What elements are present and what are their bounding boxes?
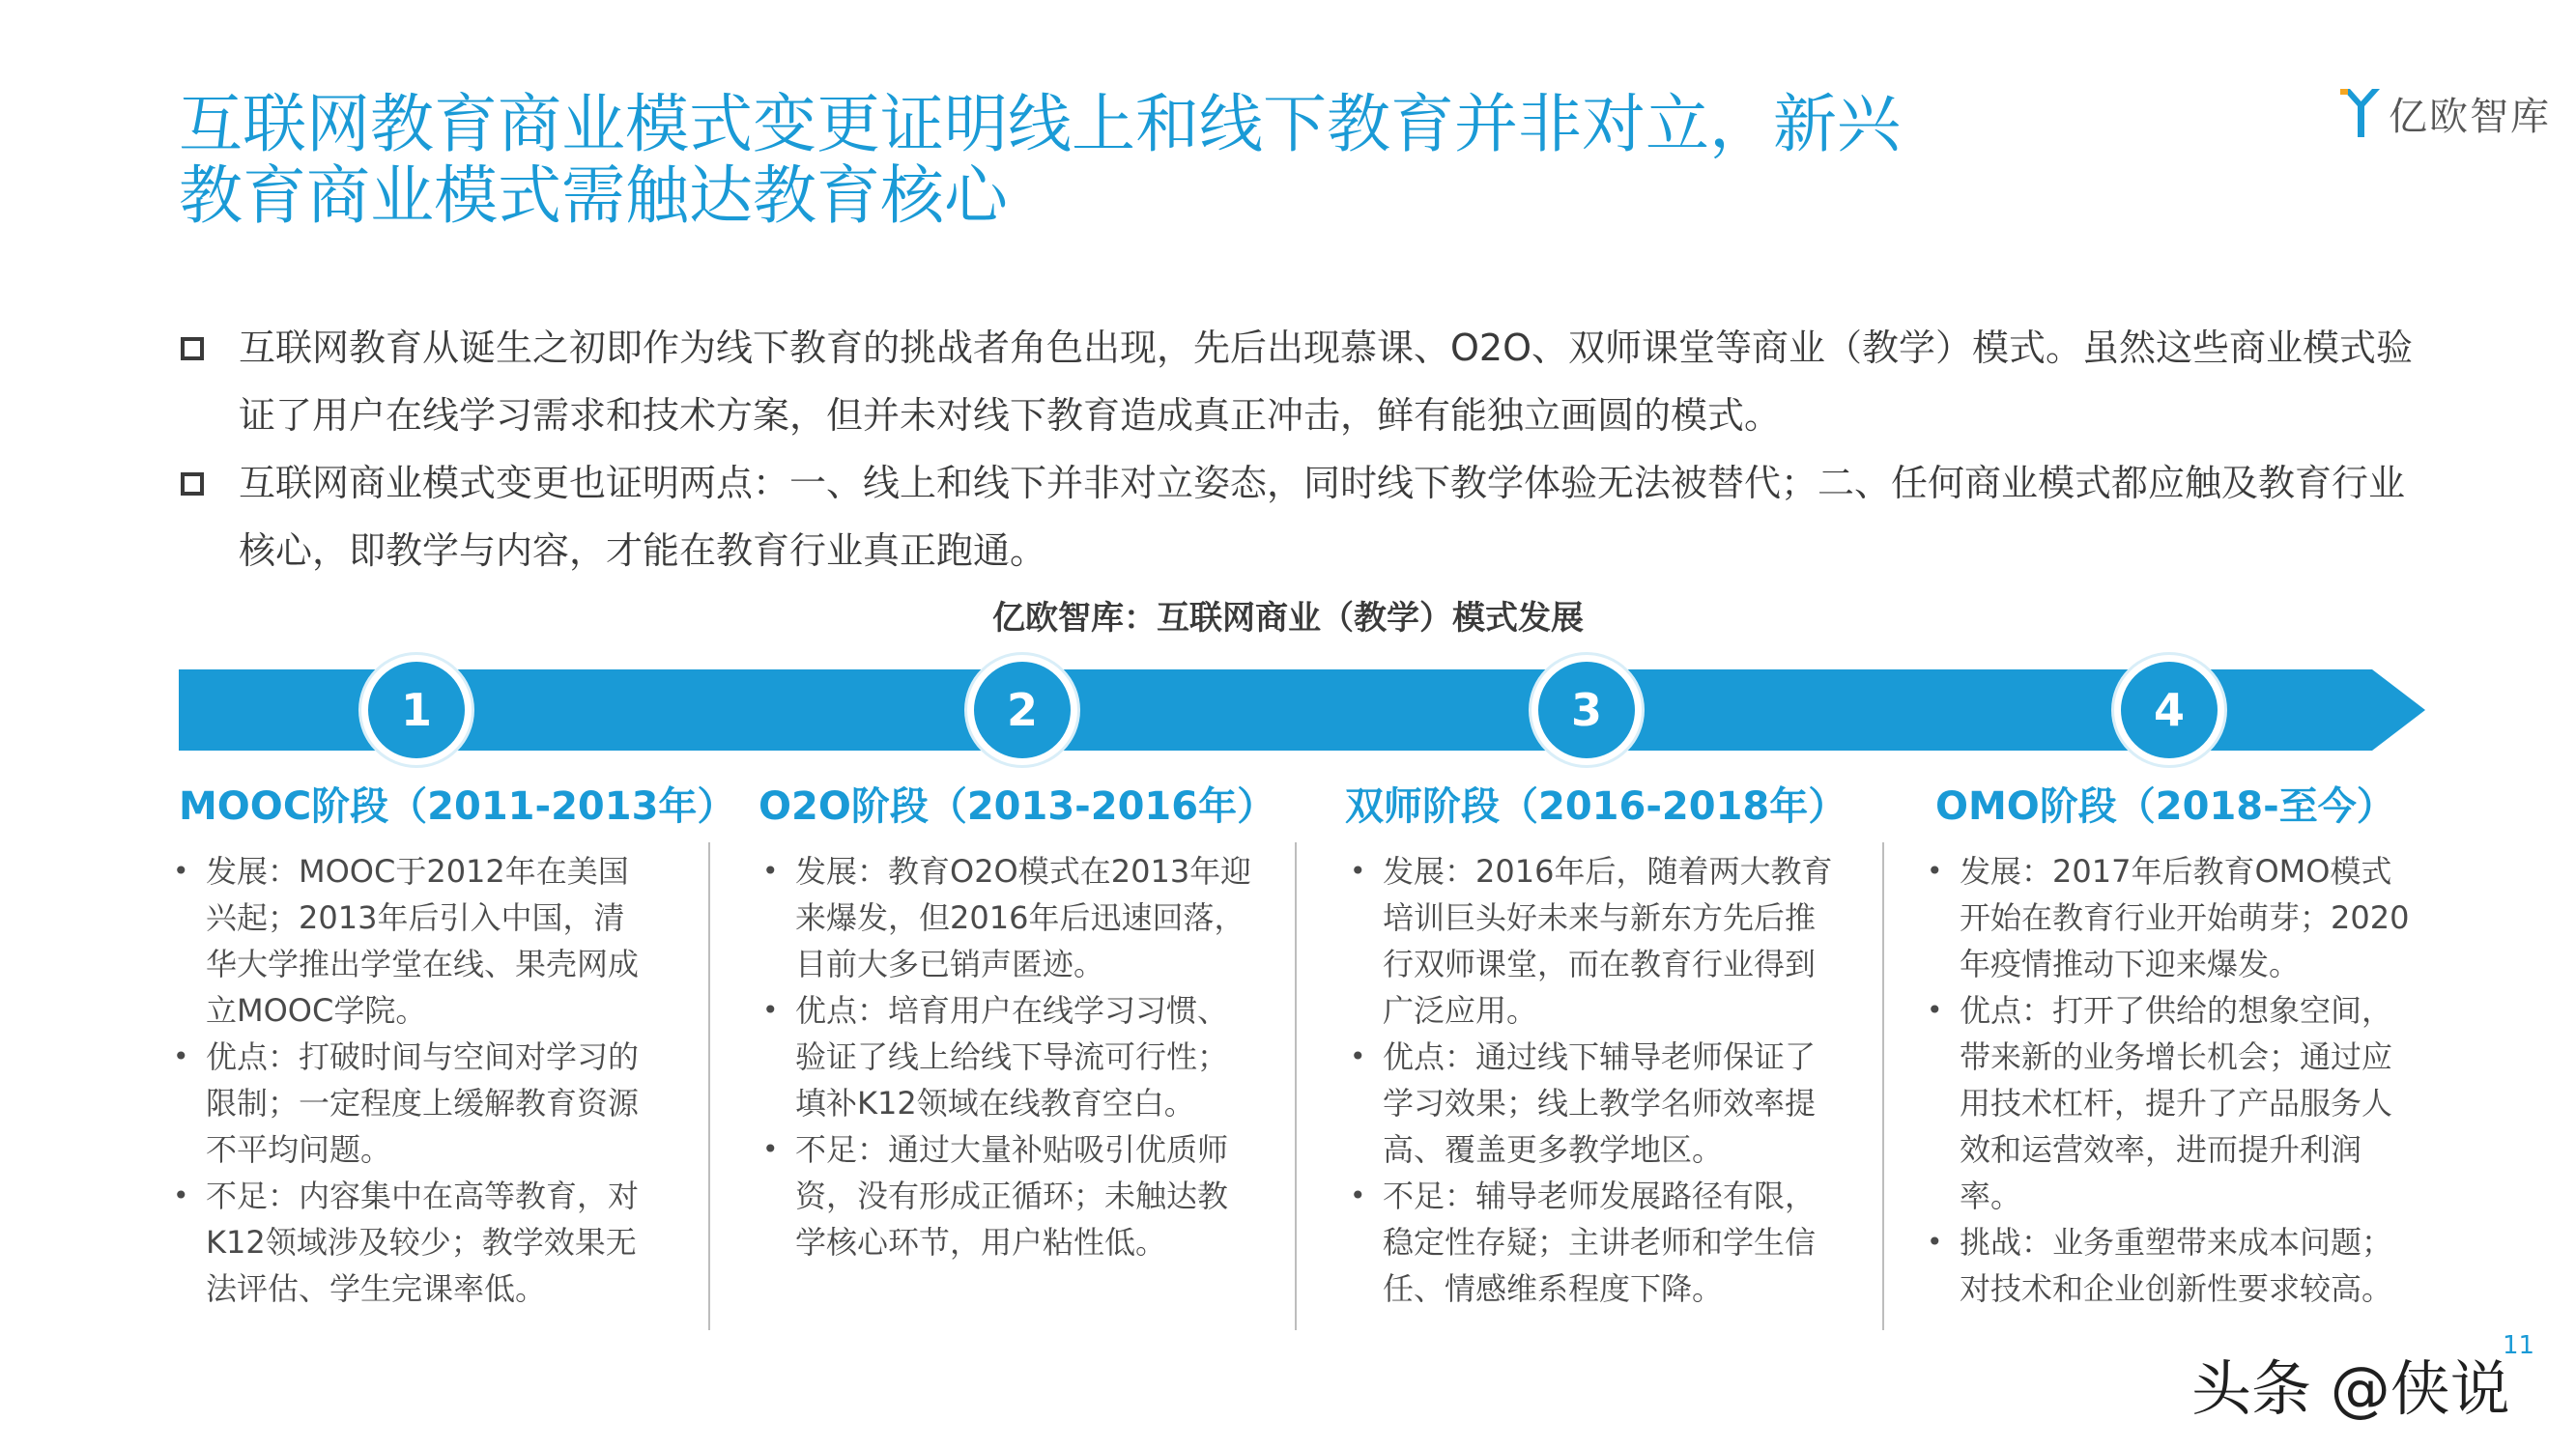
- stage-detail-item: • 发展：2017年后教育OMO模式开始在教育行业开始萌芽；2020年疫情推动下迎来爆发。: [1923, 848, 2420, 987]
- column-divider: [1295, 842, 1297, 1330]
- bullet-item: [179, 314, 2420, 449]
- column-divider: [1882, 842, 1884, 1330]
- page-title: [179, 89, 2015, 232]
- column-divider: [708, 842, 710, 1330]
- stage-3-number-circle: 3: [1531, 655, 1642, 765]
- page-title-line-1: 互联网教育商业模式变更证明线上和线下教育并非对立，新兴: [179, 87, 1901, 161]
- bullet-list: [179, 314, 2420, 584]
- logo-mark-icon: [2338, 85, 2383, 141]
- stage-detail-item: • 不足：内容集中在高等教育，对K12领域涉及较少；教学效果无法评估、学生完课率低。: [169, 1173, 652, 1312]
- square-bullet-icon: [181, 337, 204, 360]
- stage-3-title: 双师阶段（2016-2018年）: [1345, 784, 1847, 829]
- stage-4-title: OMO阶段（2018-至今）: [1935, 784, 2395, 829]
- stage-2-number-circle: 2: [967, 655, 1077, 765]
- watermark: 头条 @侠说: [2191, 1353, 2510, 1424]
- stage-detail-item: • 不足：通过大量补贴吸引优质师资，没有形成正循环；未触达教学核心环节，用户粘性低。: [758, 1126, 1256, 1265]
- stage-detail-item: • 挑战：业务重塑带来成本问题；对技术和企业创新性要求较高。: [1923, 1219, 2420, 1312]
- stage-detail-item: • 发展：教育O2O模式在2013年迎来爆发，但2016年后迅速回落，目前大多已销声匿迹。: [758, 848, 1256, 987]
- stage-detail-item: • 优点：打开了供给的想象空间，带来新的业务增长机会；通过应用技术杠杆，提升了产品服务人效和运营效率，进而提升利润率。: [1923, 987, 2420, 1219]
- stage-detail-item: • 优点：通过线下辅导老师保证了学习效果；线上教学名师效率提高、覆盖更多教学地区。: [1346, 1034, 1844, 1173]
- stage-detail-item: • 发展：2016年后，随着两大教育培训巨头好未来与新东方先后推行双师课堂，而在教育行业得到广泛应用。: [1346, 848, 1844, 1034]
- brand-logo: [2338, 85, 2551, 141]
- stage-1-number-circle: 1: [361, 655, 472, 765]
- diagram-title: 亿欧智库：互联网商业（教学）模式发展: [992, 599, 1584, 638]
- stage-detail-item: • 发展：MOOC于2012年在美国兴起；2013年后引入中国，清华大学推出学堂在线、果壳网成立MOOC学院。: [169, 848, 652, 1034]
- timeline-arrow: [179, 669, 2425, 751]
- stage-3-details: [1346, 848, 1844, 1312]
- stage-1-title: MOOC阶段（2011-2013年）: [179, 784, 736, 829]
- stage-1-details: [169, 848, 652, 1312]
- bullet-text: 互联网商业模式变更也证明两点：一、线上和线下并非对立姿态，同时线下教学体验无法被替代；二、任何商业模式都应触及教育行业核心，即教学与内容，才能在教育行业真正跑通。: [239, 462, 2406, 572]
- logo-text: 亿欧智库: [2389, 94, 2551, 139]
- bullet-text: 互联网教育从诞生之初即作为线下教育的挑战者角色出现，先后出现慕课、O2O、双师课堂等商业（教学）模式。虽然这些商业模式验证了用户在线学习需求和技术方案，但并未对线下教育造成真正冲击，鲜有能独立画圆的模式。: [239, 327, 2414, 437]
- stage-detail-item: • 优点：培育用户在线学习习惯、验证了线上给线下导流可行性；填补K12领域在线教育空白。: [758, 987, 1256, 1126]
- stage-2-title: O2O阶段（2013-2016年）: [758, 784, 1276, 829]
- stage-4-number-circle: 4: [2114, 655, 2224, 765]
- stage-detail-item: • 优点：打破时间与空间对学习的限制；一定程度上缓解教育资源不平均问题。: [169, 1034, 652, 1173]
- page-title-line-2: 教育商业模式需触达教育核心: [179, 158, 1008, 233]
- stage-4-details: [1923, 848, 2420, 1312]
- page-number: 11: [2503, 1331, 2535, 1360]
- square-bullet-icon: [181, 472, 204, 496]
- stage-detail-item: • 不足：辅导老师发展路径有限，稳定性存疑；主讲老师和学生信任、情感维系程度下降。: [1346, 1173, 1844, 1312]
- bullet-item: [179, 449, 2420, 584]
- stage-2-details: [758, 848, 1256, 1265]
